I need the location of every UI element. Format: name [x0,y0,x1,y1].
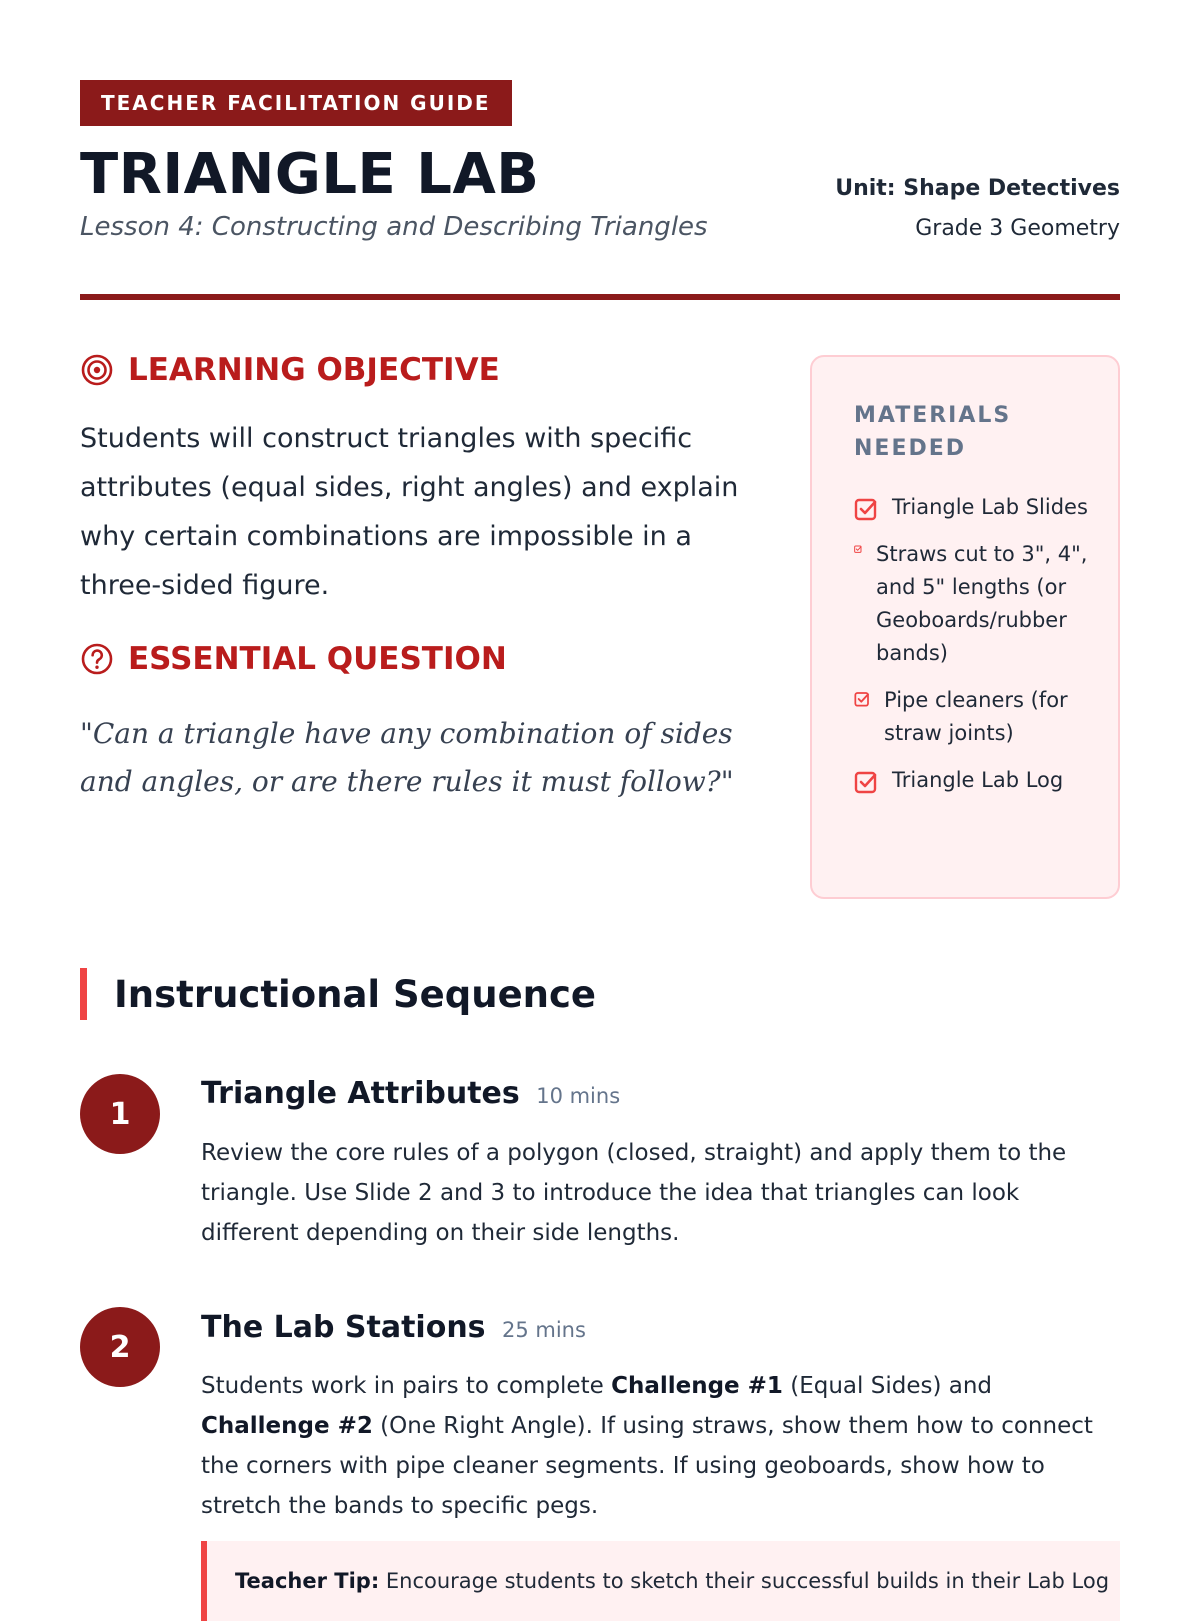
page-title: TRIANGLE LAB [80,142,540,207]
step-text: (Equal Sides) and [782,1373,993,1399]
teacher-tip-label: Teacher Tip: [235,1569,380,1593]
instructional-sequence-heading: Instructional Sequence [80,968,596,1020]
challenge-2-label: Challenge #2 [201,1413,373,1439]
checkbox-checked-icon [854,691,870,707]
teacher-tip-text: Encourage students to sketch their successful builds in their Lab Log [379,1569,1110,1593]
step-title [201,1310,586,1345]
step-text: (One Right Angle). If using straws, show them how to connect the corners with pipe cleaner segments. If using geoboards, show how to stretch the bands to specific pegs. [201,1413,1093,1519]
unit-label: Unit: Shape Detectives [835,176,1120,201]
essential-question-text: "Can a triangle have any combination of sides and angles, or are there rules it must follow?" [80,717,734,798]
step-title [201,1076,620,1111]
teacher-tip-callout [201,1541,1120,1621]
grade-label: Grade 3 Geometry [915,216,1120,241]
challenge-1-label: Challenge #1 [611,1373,783,1399]
materials-list [854,491,1092,797]
target-icon [80,353,114,387]
essential-question-heading [80,641,507,677]
material-label: Triangle Lab Slides [892,495,1088,519]
step-description: Review the core rules of a polygon (closed, straight) and apply them to the triangle. Use Slide 2 and 3 to introduce the idea that triangles can look different depending on their side lengths. [201,1140,1067,1246]
material-label: Straws cut to 3", 4", and 5" lengths (or Geoboards/rubber bands) [876,542,1088,665]
header-divider [80,294,1120,300]
materials-panel [810,355,1120,899]
question-circle-icon [80,642,114,676]
material-label: Pipe cleaners (for straw joints) [884,688,1068,745]
learning-objective-text: Students will construct triangles with specific attributes (equal sides, right angles) and explain why certain combinations are impossible in a three-sided figure. [80,423,739,601]
step-description [201,1366,1121,1526]
step-text: Students work in pairs to complete [201,1373,612,1399]
step-title-text: Triangle Attributes [201,1076,520,1111]
checkbox-checked-icon [854,545,862,553]
list-item [854,491,1092,524]
list-item [854,764,1092,797]
step-number-badge: 1 [80,1074,160,1154]
materials-heading: MATERIALS NEEDED [854,403,1012,461]
learning-objective-heading [80,352,500,388]
material-label: Triangle Lab Log [892,768,1064,792]
learning-objective-heading-text: LEARNING OBJECTIVE [128,352,500,388]
step-number-badge: 2 [80,1307,160,1387]
checkbox-checked-icon [854,497,878,521]
list-item [854,538,1092,670]
step-duration: 10 mins [536,1084,621,1108]
guide-type-badge: TEACHER FACILITATION GUIDE [80,80,512,126]
list-item [854,684,1092,750]
essential-question-heading-text: ESSENTIAL QUESTION [128,641,507,677]
lesson-subtitle: Lesson 4: Constructing and Describing Triangles [80,212,708,242]
checkbox-checked-icon [854,770,878,794]
step-title-text: The Lab Stations [201,1310,486,1345]
step-duration: 25 mins [501,1318,586,1342]
